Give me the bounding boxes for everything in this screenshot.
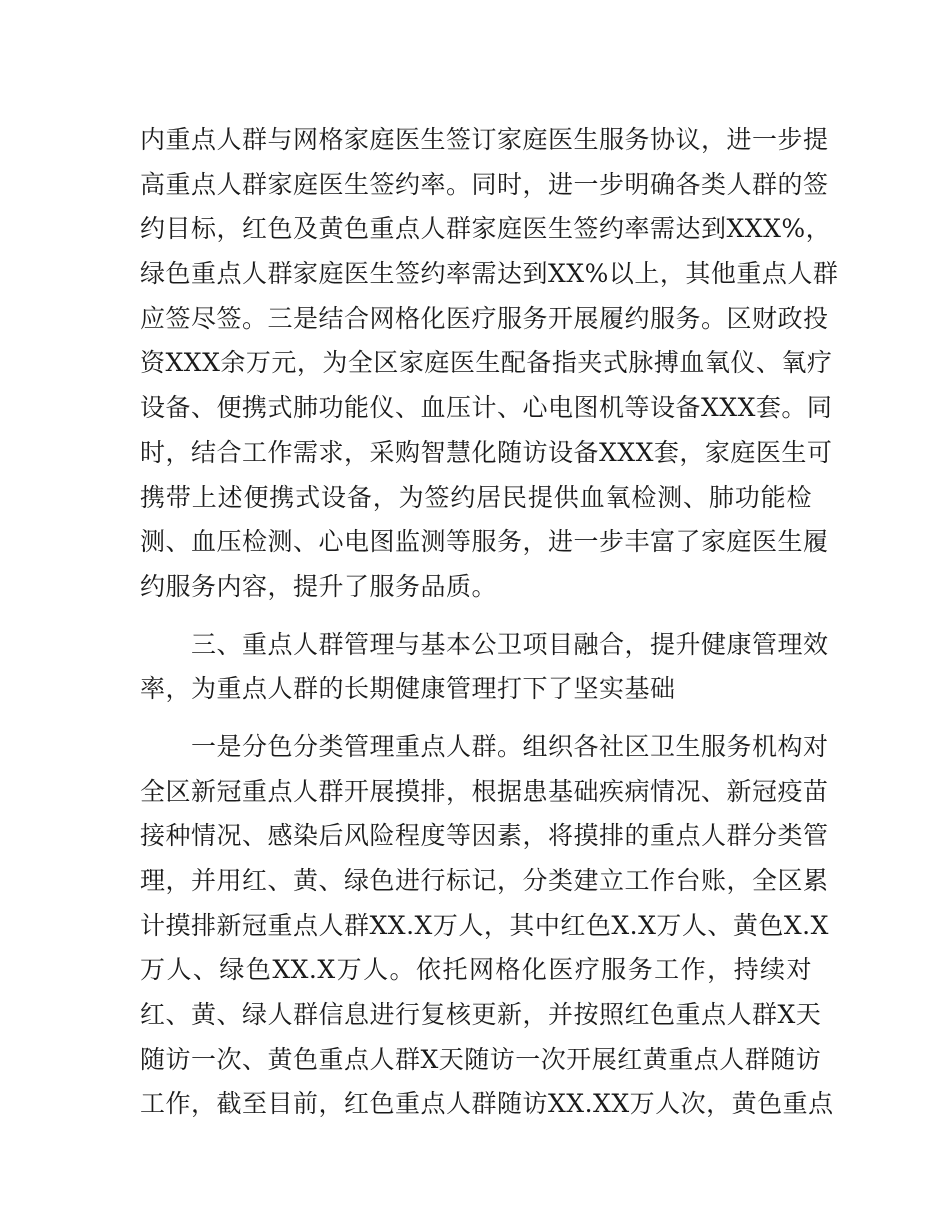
text-line: 理，并用红、黄、绿色进行标记，分类建立工作台账，全区累 (140, 866, 829, 895)
heading-line: 三、重点人群管理与基本公卫项目融合，提升健康管理效 (140, 629, 829, 659)
paragraph-1 (140, 118, 839, 610)
paragraph-3 (140, 725, 834, 1127)
text-line: 时，结合工作需求，采购智慧化随访设备XXX套，家庭医生可 (140, 437, 833, 467)
text-line: 万人、绿色XX.X万人。依托网格化医疗服务工作，持续对 (140, 955, 812, 985)
body-text (140, 118, 839, 1127)
text-line: 一是分色分类管理重点人群。组织各社区卫生服务机构对 (140, 731, 829, 761)
text-line: 计摸排新冠重点人群XX.X万人，其中红色X.X万人、黄色X.X (140, 910, 829, 940)
text-line: 高重点人群家庭医生签约率。同时，进一步明确各类人群的签 (140, 169, 829, 199)
text-line: 携带上述便携式设备，为签约居民提供血氧检测、肺功能检 (140, 482, 812, 512)
heading-line: 率，为重点人群的长期健康管理打下了坚实基础 (140, 674, 676, 704)
text-line: 资XXX余万元，为全区家庭医生配备指夹式脉搏血氧仪、氧疗 (140, 348, 833, 378)
text-line: 红、黄、绿人群信息进行复核更新，并按照红色重点人群X天 (140, 1000, 822, 1030)
text-line: 绿色重点人群家庭医生签约率需达到XX%以上，其他重点人群 (140, 259, 839, 289)
text-line: 工作，截至目前，红色重点人群随访XX.XX万人次，黄色重点 (140, 1089, 834, 1119)
paragraph-gap (140, 610, 812, 623)
text-line: 约目标，红色及黄色重点人群家庭医生签约率需达到XXX%， (140, 214, 832, 244)
section-heading (140, 623, 829, 712)
text-line: 全区新冠重点人群开展摸排，根据患基础疾病情况、新冠疫苗 (140, 776, 829, 806)
paragraph-gap (140, 712, 812, 725)
text-line: 应签尽签。三是结合网格化医疗服务开展履约服务。区财政投 (140, 303, 829, 333)
text-line: 内重点人群与网格家庭医生签订家庭医生服务协议，进一步提 (140, 125, 829, 154)
text-line: 设备、便携式肺功能仪、血压计、心电图机等设备XXX套。同 (140, 393, 833, 423)
text-line: 随访一次、黄色重点人群X天随访一次开展红黄重点人群随访 (140, 1044, 822, 1074)
text-line: 接种情况、感染后风险程度等因素，将摸排的重点人群分类管 (140, 821, 829, 851)
text-line: 约服务内容，提升了服务品质。 (140, 571, 498, 601)
text-line: 测、血压检测、心电图监测等服务，进一步丰富了家庭医生履 (140, 527, 829, 557)
